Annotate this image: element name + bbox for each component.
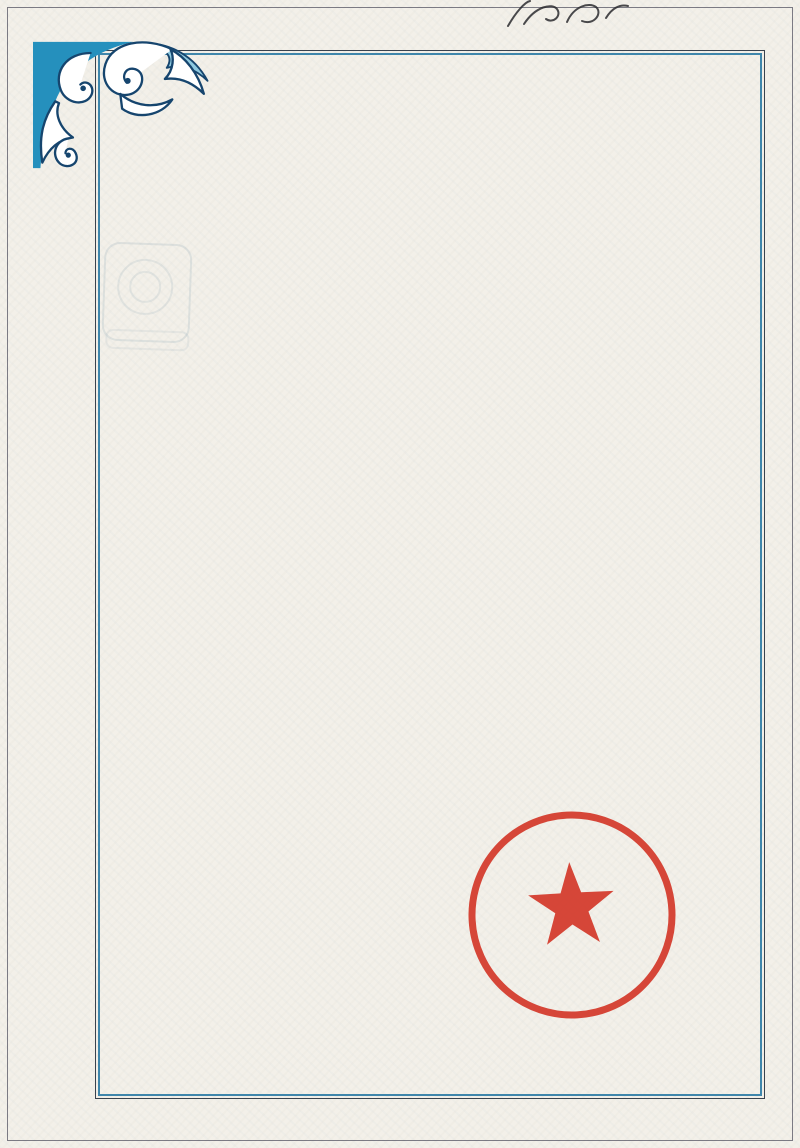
meander-border-bottom	[40, 1106, 760, 1130]
seal-star	[526, 860, 616, 946]
meander-border-top	[40, 18, 760, 42]
embossed-stamp-base	[105, 329, 190, 352]
registration-statement	[88, 726, 716, 751]
meander-border-right	[766, 18, 790, 1130]
certificate-number-line	[680, 249, 694, 271]
embossed-stamp-mark	[101, 241, 192, 343]
corner-ornament-top-left	[28, 40, 220, 170]
barcode	[138, 836, 264, 884]
meander-border-left	[10, 18, 34, 1130]
handwriting-mark	[470, 0, 640, 28]
official-seal	[456, 799, 687, 1030]
qr-code	[148, 908, 214, 974]
